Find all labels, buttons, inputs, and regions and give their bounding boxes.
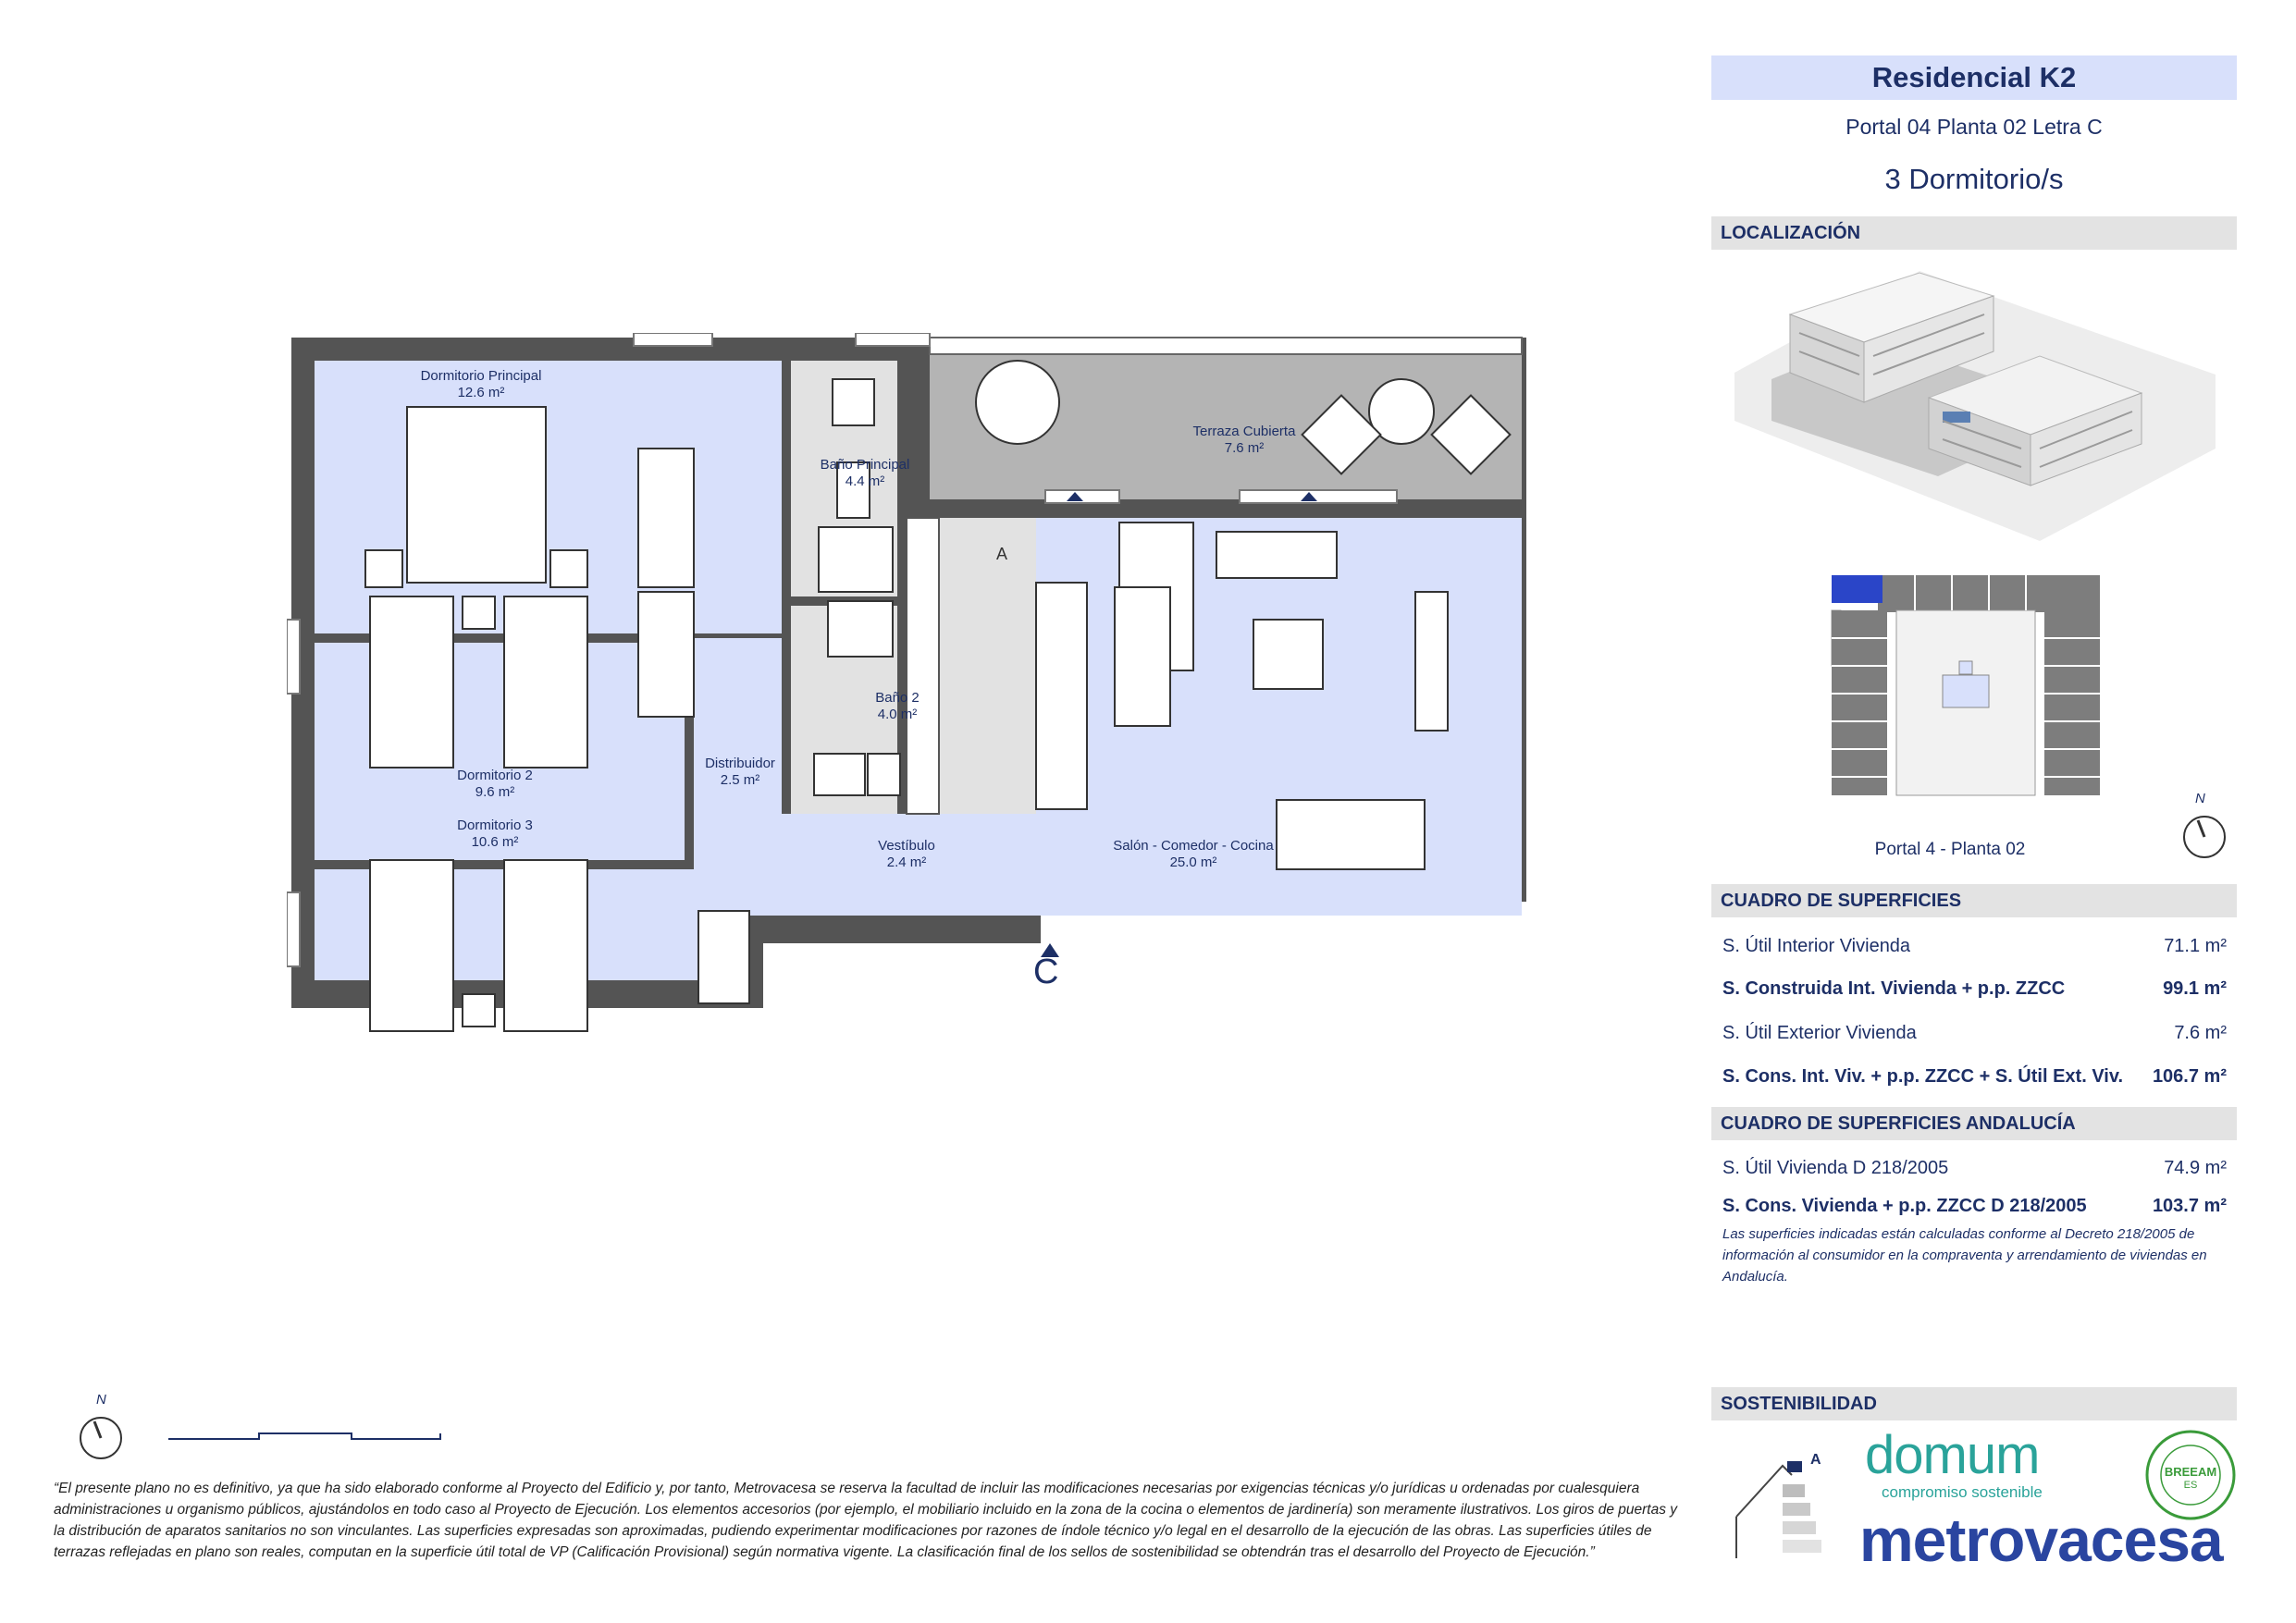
room-label — [685, 756, 796, 789]
room-label — [833, 690, 962, 723]
key-plan-north-label: N — [2195, 791, 2205, 806]
section-location: LOCALIZACIÓN — [1711, 216, 2237, 250]
section-surfaces-andalucia: CUADRO DE SUPERFICIES ANDALUCÍA — [1711, 1107, 2237, 1140]
key-plan-caption: Portal 4 - Planta 02 — [1874, 840, 2026, 859]
room-name: Vestíbulo — [878, 838, 935, 854]
surface-label: S. Útil Interior Vivienda — [1722, 936, 1911, 956]
key-plan — [1822, 573, 2128, 814]
appliance-label: A — [996, 545, 1008, 563]
room-name: Terraza Cubierta — [1192, 424, 1296, 439]
breeam-country: ES — [2183, 1480, 2198, 1491]
room-name: Distribuidor — [705, 756, 775, 771]
surface-value: 103.7 m² — [2152, 1196, 2227, 1216]
andalucia-note: Las superficies indicadas están calculadas conforme al Decreto 218/2005 de información al consumidor en la compraventa y arrendamiento de viviendas en Andalucía. — [1722, 1226, 2207, 1285]
surface-label: S. Útil Exterior Vivienda — [1722, 1023, 1917, 1043]
room-area: 4.4 m² — [845, 473, 885, 489]
surface-row — [1722, 936, 2227, 957]
room-name: Baño Principal — [820, 457, 910, 473]
section-sustainability: SOSTENIBILIDAD — [1711, 1387, 2237, 1420]
room-name: Dormitorio 3 — [457, 818, 533, 833]
room-area: 25.0 m² — [1169, 855, 1217, 870]
room-name: Dormitorio 2 — [457, 768, 533, 783]
plan-north-arrow-icon — [78, 1415, 124, 1461]
room-area: 2.5 m² — [720, 772, 760, 788]
surface-label: S. Cons. Int. Viv. + p.p. ZZCC + S. Útil Ext. Viv. — [1722, 1066, 2124, 1087]
room-name: Baño 2 — [875, 690, 920, 706]
room-area: 7.6 m² — [1224, 440, 1265, 456]
building-rendering — [1734, 264, 2216, 541]
surface-label: S. Útil Vivienda D 218/2005 — [1722, 1158, 1949, 1178]
room-label — [430, 768, 560, 801]
bedroom-count: 3 Dormitorio/s — [1884, 163, 2064, 195]
surface-value: 7.6 m² — [2174, 1023, 2227, 1043]
unit-location: Portal 04 Planta 02 Letra C — [1845, 115, 2103, 139]
energy-class: A — [1810, 1452, 1821, 1468]
surface-value: 74.9 m² — [2164, 1158, 2227, 1178]
plan-north-label: N — [96, 1392, 106, 1408]
room-label — [1082, 838, 1304, 871]
room-area: 4.0 m² — [877, 707, 918, 722]
surface-row — [1722, 1023, 2227, 1044]
domum-tagline: compromiso sostenible — [1882, 1483, 2043, 1501]
project-title: Residencial K2 — [1711, 55, 2237, 100]
room-area: 2.4 m² — [886, 855, 927, 870]
metrovacesa-logo: metrovacesa — [1859, 1506, 2223, 1574]
surface-row — [1722, 1066, 2227, 1088]
surface-row — [1722, 1158, 2227, 1179]
room-area: 12.6 m² — [457, 385, 505, 400]
surface-value: 106.7 m² — [2152, 1066, 2227, 1087]
room-label — [370, 368, 592, 401]
surface-value: 71.1 m² — [2164, 936, 2227, 956]
domum-logo: domum — [1865, 1425, 2040, 1485]
scale-bar — [167, 1428, 444, 1446]
north-arrow-icon — [2181, 814, 2228, 860]
surface-value: 99.1 m² — [2163, 978, 2227, 999]
surface-label: S. Cons. Vivienda + p.p. ZZCC D 218/2005 — [1722, 1196, 2087, 1216]
room-label — [430, 818, 560, 851]
breeam-label: BREEAM — [2164, 1465, 2217, 1479]
surface-row — [1722, 978, 2227, 1000]
room-name: Salón - Comedor - Cocina — [1113, 838, 1274, 854]
room-area: 10.6 m² — [471, 834, 519, 850]
surface-label: S. Construida Int. Vivienda + p.p. ZZCC — [1722, 978, 2066, 999]
entrance-letter: C — [1033, 953, 1059, 991]
room-area: 9.6 m² — [475, 784, 515, 800]
room-label — [851, 838, 962, 871]
surface-row — [1722, 1196, 2227, 1217]
room-label — [800, 457, 930, 490]
room-name: Dormitorio Principal — [420, 368, 542, 384]
disclaimer-text: “El presente plano no es definitivo, ya que ha sido elaborado conforme al Proyecto del Edificio y, por tanto, Metrovacesa se reserva la facultad de incluir las modificaciones necesarias por exigencias técnicas y/o jurídicas u ordenadas por cualesquiera administraciones u organismo públicos, ajustándolos en todo caso al Proyecto de Ejecución. Los elementos accesorios (por ejemplo, el mobiliario incluido en la zona de la cocina o elementos de jardinería) son meramente ilustrativos. Los giros de puertas y la distribución de aparatos sanitarios no son vinculantes. Las superficies expresadas son aproximadas, pudiendo experimentar modificaciones por razones de índole técnico y/o legal en el desarrollo de la ejecución de las obras. Las superficies útiles de terrazas reflejadas en plano son reales, computan en la superficie útil total de VP (Calificación Provisional) según normativa vigente. La clasificación final de los sellos de sostenibilidad se obtendrán tras el desarrollo del Proyecto de Ejecución.” — [54, 1481, 1678, 1560]
section-surfaces: CUADRO DE SUPERFICIES — [1711, 884, 2237, 917]
room-label — [1170, 424, 1318, 457]
